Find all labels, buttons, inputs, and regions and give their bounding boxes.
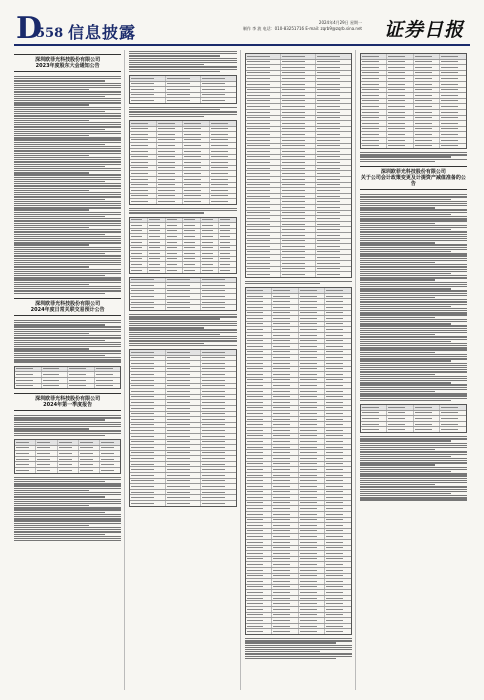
notice-company: 深圳欧菲光科技股份有限公司 <box>380 169 446 176</box>
data-table <box>14 439 121 474</box>
data-table <box>129 75 236 104</box>
notice-header <box>14 298 121 316</box>
body-text <box>245 638 352 659</box>
column-2 <box>129 50 240 690</box>
notice-title: 2023年度股东大会通知公告 <box>35 63 100 69</box>
notice-header <box>360 166 467 190</box>
notice-company: 深圳欧菲光科技股份有限公司 <box>35 396 101 403</box>
body-text <box>360 152 467 162</box>
section-title: 信息披露 <box>68 23 137 42</box>
data-table <box>129 277 236 312</box>
page-number: 558 <box>36 26 64 41</box>
body-text <box>14 76 121 294</box>
body-text <box>129 314 236 346</box>
notice-header <box>14 393 121 411</box>
body-text <box>14 415 121 436</box>
data-table <box>245 287 352 635</box>
masthead-meta <box>243 20 362 32</box>
column-4 <box>360 50 470 690</box>
date-line: 2024年4月29日 星期一 <box>318 20 362 25</box>
columns <box>14 50 470 690</box>
data-table <box>129 217 236 274</box>
body-text <box>14 320 121 363</box>
data-table <box>360 404 467 433</box>
body-text <box>129 208 236 214</box>
data-table <box>360 53 467 149</box>
column-1 <box>14 50 125 690</box>
masthead <box>14 11 470 46</box>
data-table <box>245 53 352 278</box>
data-table <box>129 120 236 205</box>
body-text <box>360 194 467 401</box>
body-text <box>129 107 236 117</box>
notice-header <box>14 54 121 72</box>
page-letter: D <box>16 11 43 46</box>
body-text <box>245 281 352 284</box>
body-text <box>14 477 121 542</box>
data-table <box>14 366 121 389</box>
paper-logo: 证券日报 <box>383 19 464 41</box>
notice-company: 深圳欧菲光科技股份有限公司 <box>35 57 101 63</box>
body-text <box>360 436 467 501</box>
notice-title: 2024年度日常关联交易预计公告 <box>30 306 105 313</box>
notice-title: 关于公司会计政策变更及计提资产减值准备的公告 <box>360 175 466 188</box>
body-text <box>129 51 236 72</box>
contact-line: 制作 李 波 电话：010-83251716 E-mail: zqrb9@zqrb.sina.net <box>242 26 362 31</box>
column-3 <box>245 50 356 690</box>
notice-company: 深圳欧菲光科技股份有限公司 <box>35 300 101 307</box>
notice-title: 2024年第一季度报告 <box>43 402 93 409</box>
data-table <box>129 349 236 507</box>
